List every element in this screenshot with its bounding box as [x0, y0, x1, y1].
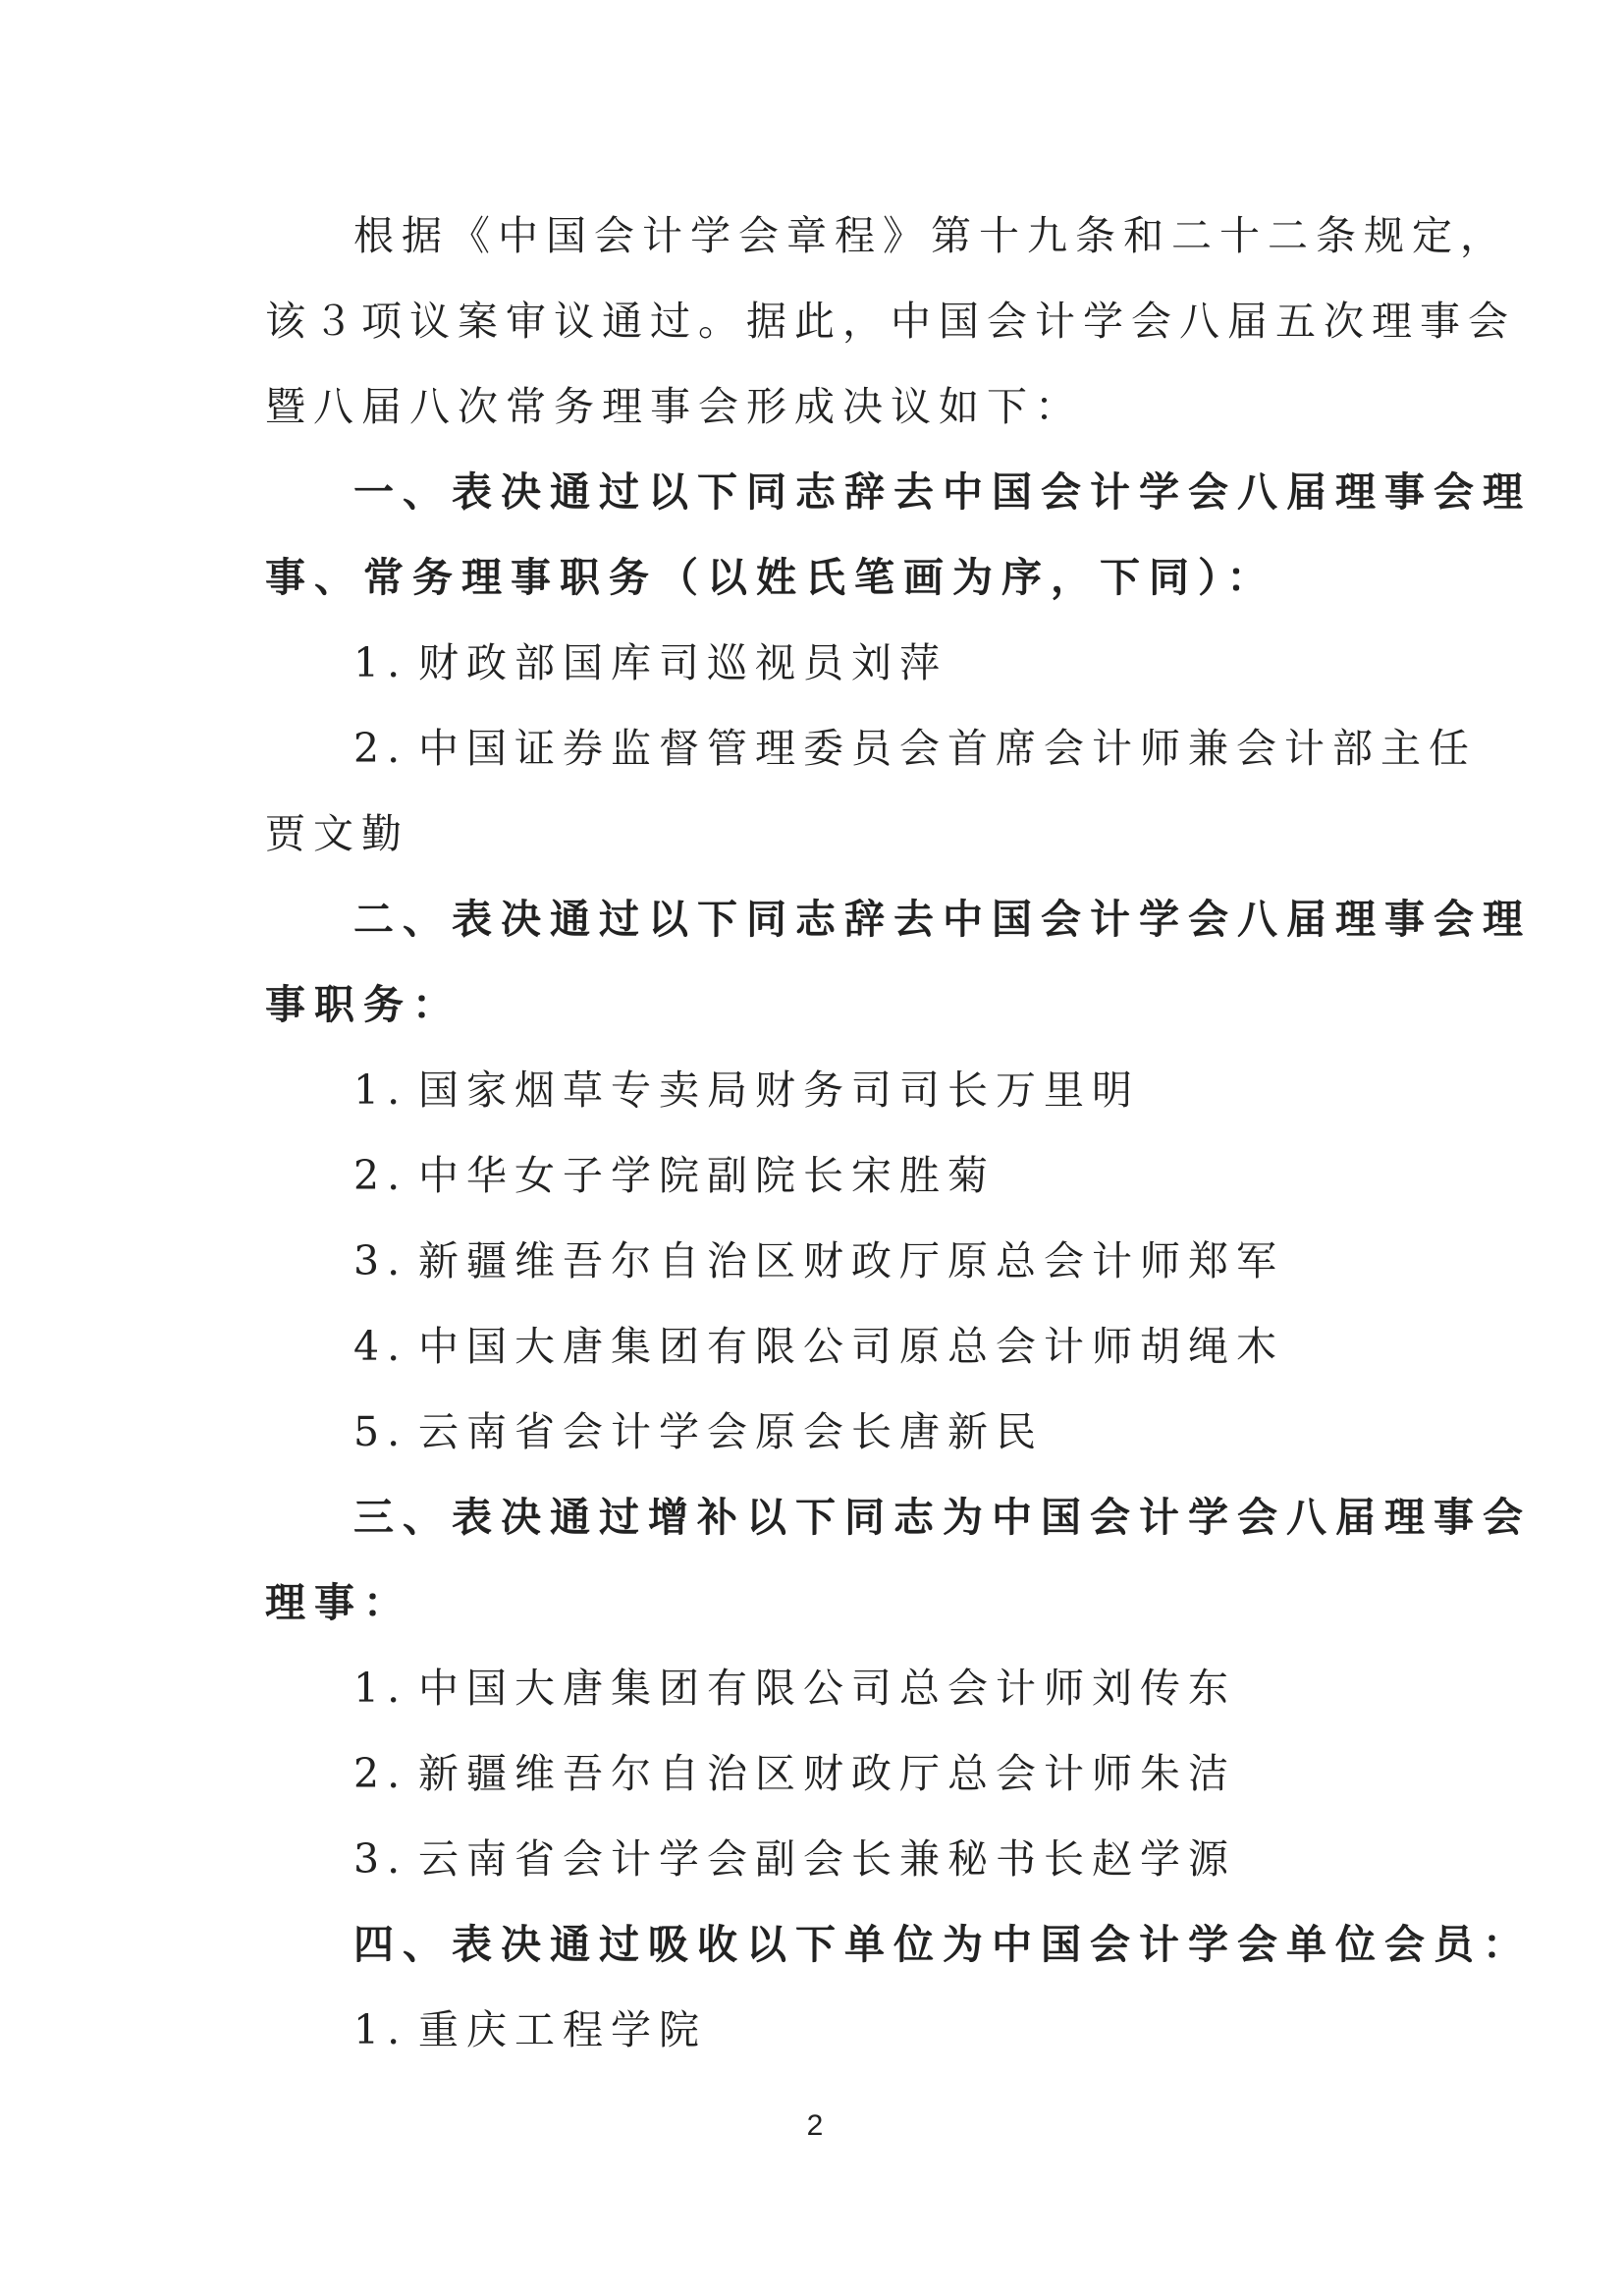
section2-heading-line-1: 二、表决通过以下同志辞去中国会计学会八届理事会理 [353, 896, 1532, 943]
list-item-number: 3. [353, 1835, 408, 1883]
list-item [353, 1317, 1404, 1376]
list-item [353, 1744, 1404, 1803]
list-item-number: 1. [353, 2006, 408, 2053]
page-number: 2 [806, 2109, 824, 2142]
list-item [353, 719, 1477, 778]
list-item-number: 1. [353, 1066, 408, 1114]
list-item-text: 中国大唐集团有限公司原总会计师胡绳木 [418, 1323, 1284, 1370]
list-item [353, 1146, 1404, 1205]
list-item-text: 中国证券监督管理委员会首席会计师兼会计部主任 [418, 725, 1477, 772]
section3-heading-line-2: 理事： [265, 1579, 412, 1626]
list-item-text: 新疆维吾尔自治区财政厅原总会计师郑军 [418, 1237, 1284, 1285]
list-item-number: 2. [353, 1152, 408, 1199]
section3-heading-line-1: 三、表决通过增补以下同志为中国会计学会八届理事会 [353, 1494, 1532, 1541]
list-item-number: 5. [353, 1408, 408, 1455]
list-item-number: 1. [353, 639, 408, 686]
list-item [353, 1659, 1404, 1718]
list-item [353, 1061, 1404, 1120]
list-item-text: 云南省会计学会副会长兼秘书长赵学源 [418, 1835, 1236, 1883]
list-item [353, 1402, 1404, 1461]
list-item-continuation: 贾文勤 [265, 810, 409, 857]
intro-line-1: 根据《中国会计学会章程》第十九条和二十二条规定， [353, 212, 1508, 259]
list-item-text: 财政部国库司巡视员刘萍 [418, 639, 947, 686]
list-item [353, 2000, 1404, 2059]
section4-heading-line-1: 四、表决通过吸收以下单位为中国会计学会单位会员： [353, 1921, 1532, 1968]
list-item-text: 重庆工程学院 [418, 2006, 707, 2053]
list-item-text: 国家烟草专卖局财务司司长万里明 [418, 1066, 1140, 1114]
list-item [353, 1231, 1404, 1290]
list-item-number: 3. [353, 1237, 408, 1285]
intro-line-2: 该３项议案审议通过。据此，中国会计学会八届五次理事会 [265, 298, 1516, 345]
list-item [353, 633, 1404, 692]
list-item-text: 中国大唐集团有限公司总会计师刘传东 [418, 1665, 1236, 1712]
intro-line-3: 暨八届八次常务理事会形成决议如下： [265, 383, 1083, 430]
list-item-number: 2. [353, 1750, 408, 1797]
list-item [353, 1830, 1404, 1888]
list-item-number: 1. [353, 1665, 408, 1712]
list-item-text: 新疆维吾尔自治区财政厅总会计师朱洁 [418, 1750, 1236, 1797]
section1-heading-line-1: 一、表决通过以下同志辞去中国会计学会八届理事会理 [353, 468, 1532, 516]
list-item-text: 云南省会计学会原会长唐新民 [418, 1408, 1044, 1455]
section2-heading-line-2: 事职务： [265, 981, 461, 1028]
section1-heading-line-2: 事、常务理事职务（以姓氏笔画为序，下同）： [265, 554, 1276, 601]
list-item-number: 4. [353, 1323, 408, 1370]
list-item-text: 中华女子学院副院长宋胜菊 [418, 1152, 996, 1199]
list-item-number: 2. [353, 725, 408, 772]
